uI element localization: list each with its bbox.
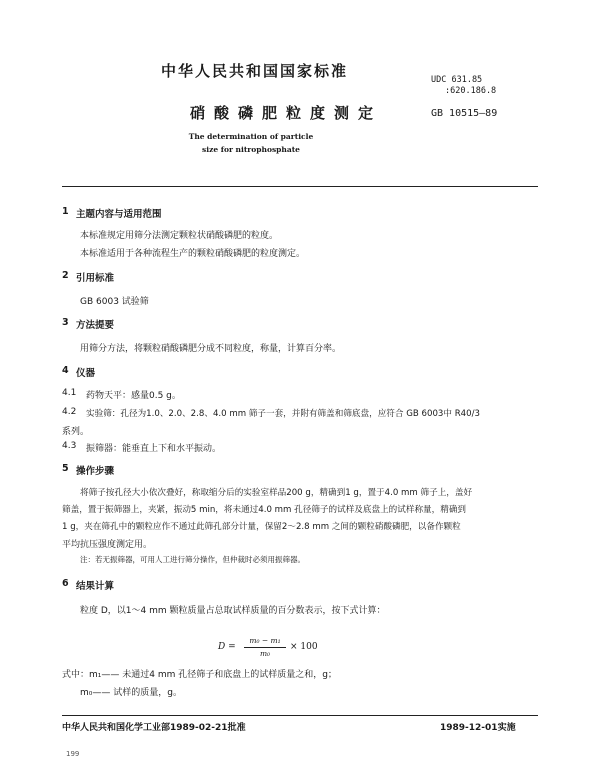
section-4-number: 4 bbox=[62, 365, 69, 376]
item-4-2-number: 4.2 bbox=[62, 407, 77, 417]
fraction-numerator: m₀ − m₁ bbox=[249, 636, 281, 645]
standard-title: 中华人民共和国国家标准 bbox=[161, 62, 349, 80]
section-5-line-4: 平均抗压强度测定用。 bbox=[62, 540, 153, 550]
where-line-1: 式中：m₁—— 未通过4 mm 孔径筛子和底盘上的试样质量之和，g； bbox=[62, 670, 337, 680]
formula-rhs: × 100 bbox=[290, 642, 318, 652]
page-number: 199 bbox=[66, 750, 80, 758]
udc-line-2: :620.186.8 bbox=[445, 86, 497, 96]
english-title-line-2: size for nitrophosphate bbox=[202, 145, 300, 154]
section-3-para: 用筛分方法，将颗粒硝酸磷肥分成不同粒度，称量，计算百分率。 bbox=[80, 344, 342, 354]
section-2-heading: 引用标准 bbox=[76, 273, 115, 284]
section-5-heading: 操作步骤 bbox=[76, 466, 115, 477]
english-title bbox=[176, 130, 326, 156]
section-5-line-1: 将筛子按孔径大小依次叠好，称取缩分后的实验室样品200 g，精确到1 g，置于4.0 mm 筛子上，盖好 bbox=[80, 488, 473, 498]
udc-code bbox=[431, 75, 496, 97]
section-2-reference: GB 6003 试验筛 bbox=[80, 297, 149, 307]
document-title: 硝酸磷肥粒度测定 bbox=[190, 104, 383, 122]
section-5-number: 5 bbox=[62, 463, 69, 474]
english-title-line-1: The determination of particle bbox=[188, 132, 314, 141]
section-5-line-3: 1 g，夹在筛孔中的颗粒应作不通过此筛孔部分计量，保留2～2.8 mm 之间的颗粒硝酸磷肥，以备作颗粒 bbox=[62, 522, 461, 532]
where-line-2: m₀—— 试样的质量，g。 bbox=[80, 688, 182, 698]
formula-fraction bbox=[244, 636, 286, 658]
header-divider bbox=[62, 186, 538, 187]
section-1-para-2: 本标准适用于各种流程生产的颗粒硝酸磷肥的粒度测定。 bbox=[80, 249, 306, 259]
section-2-number: 2 bbox=[62, 270, 69, 281]
approval-text: 中华人民共和国化学工业部1989-02-21批准 bbox=[62, 723, 246, 733]
section-1-para-1: 本标准规定用筛分法测定颗粒状硝酸磷肥的粒度。 bbox=[80, 231, 279, 241]
section-1-number: 1 bbox=[62, 206, 69, 217]
fraction-denominator: m₀ bbox=[259, 649, 271, 658]
fraction-bar bbox=[244, 647, 286, 648]
section-6-heading: 结果计算 bbox=[76, 581, 115, 592]
section-4-heading: 仪器 bbox=[76, 368, 96, 379]
section-1-heading: 主题内容与适用范围 bbox=[76, 209, 162, 220]
section-3-heading: 方法提要 bbox=[76, 320, 115, 331]
section-5-line-2: 筛盖，置于振筛器上，夹紧，振动5 min，将未通过4.0 mm 孔径筛子的试样及底盘上的试样称量，精确到 bbox=[62, 505, 467, 515]
section-6-intro: 粒度 D，以1～4 mm 颗粒质量占总取试样质量的百分数表示，按下式计算： bbox=[80, 606, 386, 616]
udc-line-1: UDC 631.85 bbox=[431, 75, 483, 85]
effective-date: 1989-12-01实施 bbox=[440, 723, 516, 733]
item-4-3-number: 4.3 bbox=[62, 441, 77, 451]
footer-divider bbox=[62, 715, 538, 716]
item-4-1-number: 4.1 bbox=[62, 388, 77, 398]
formula-lhs: D = bbox=[218, 642, 236, 652]
item-4-2-text-a: 实验筛：孔径为1.0、2.0、2.8、4.0 mm 筛子一套，并附有筛盖和筛底盘，应符合 GB 6003中 R40/3 bbox=[86, 409, 480, 419]
item-4-2-text-b: 系列。 bbox=[62, 427, 90, 437]
item-4-3-text: 振筛器：能垂直上下和水平振动。 bbox=[86, 444, 222, 454]
gb-number: GB 10515—89 bbox=[431, 108, 498, 119]
section-5-note: 注：若无振筛器，可用人工进行筛分操作，但仲裁时必须用振筛器。 bbox=[80, 555, 305, 564]
section-6-number: 6 bbox=[62, 578, 69, 589]
section-3-number: 3 bbox=[62, 317, 69, 328]
item-4-1-text: 药物天平：感量0.5 g。 bbox=[86, 391, 181, 401]
